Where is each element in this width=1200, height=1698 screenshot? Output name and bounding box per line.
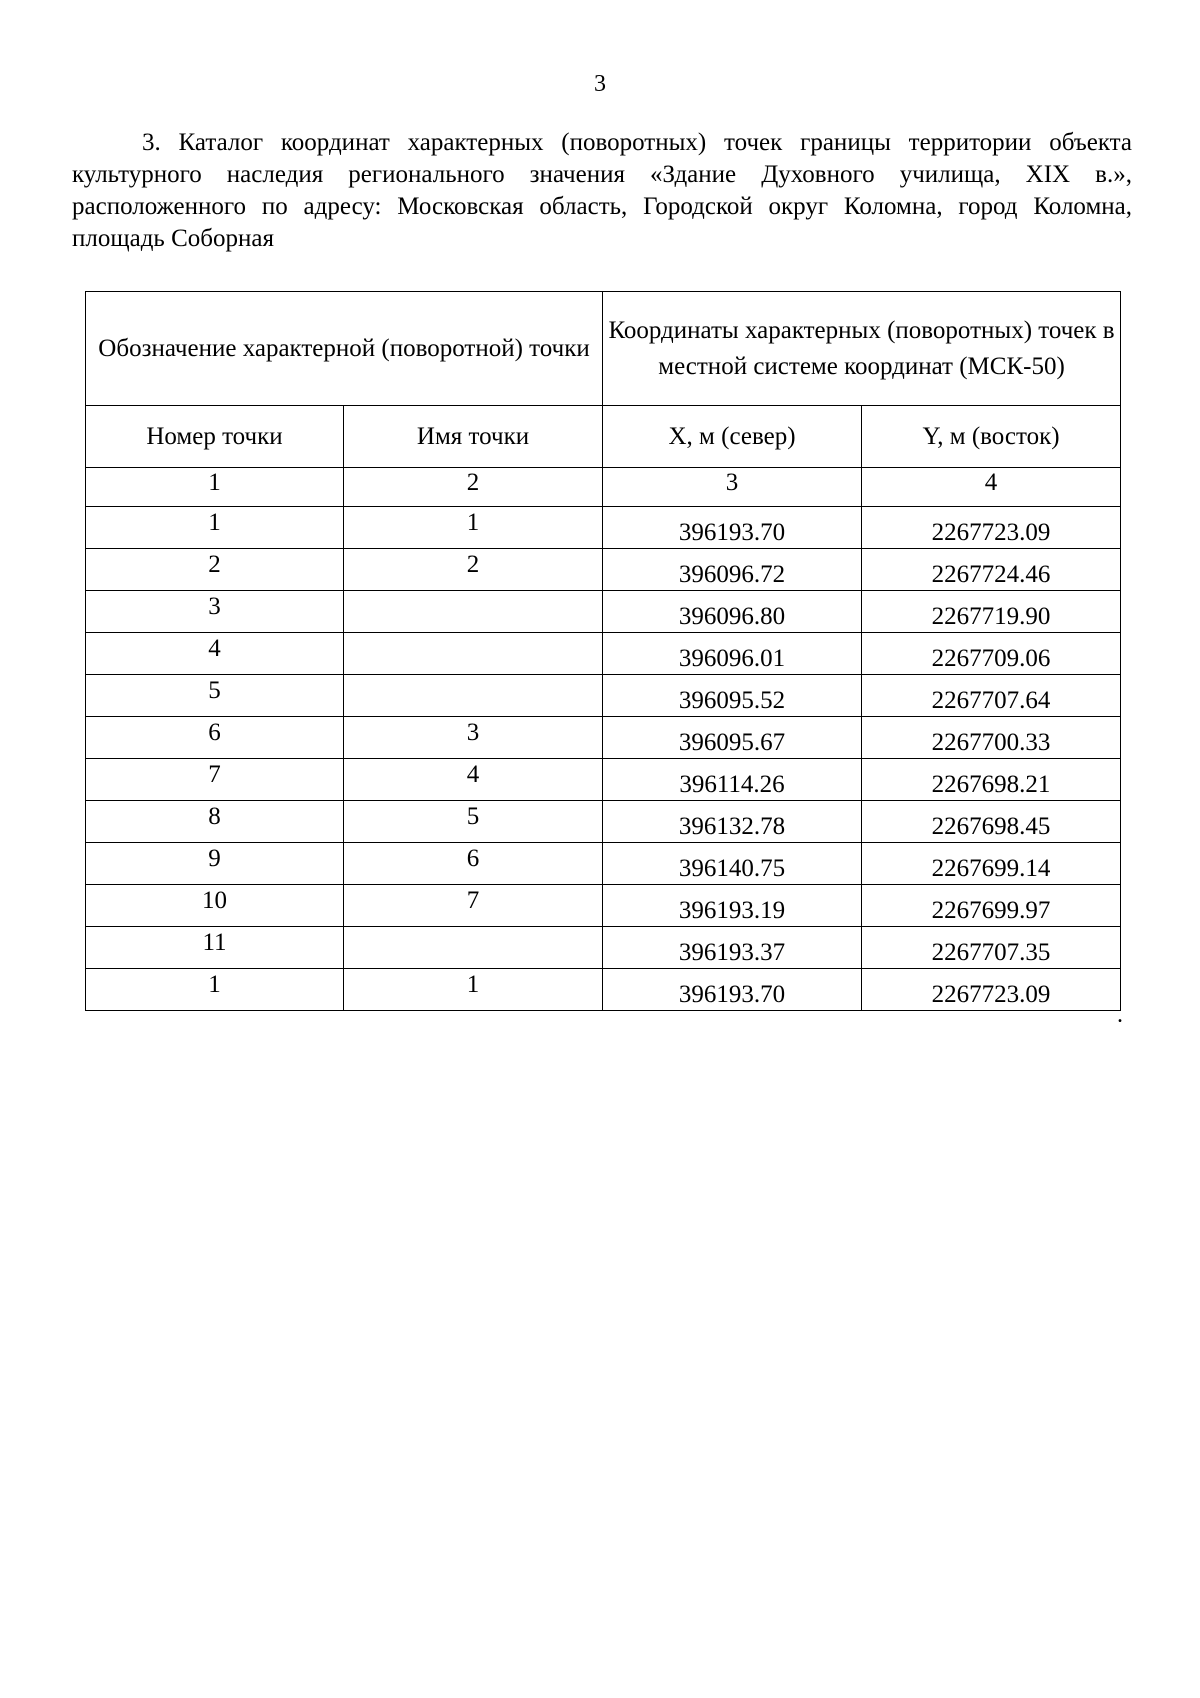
column-number: 4 (862, 468, 1121, 507)
cell-x: 396095.67 (603, 717, 862, 759)
table-row (86, 885, 1121, 927)
cell-point-name: 5 (344, 801, 603, 843)
cell-x: 396193.70 (603, 507, 862, 549)
cell-y: 2267699.97 (862, 885, 1121, 927)
cell-point-number: 9 (86, 843, 344, 885)
column-number: 2 (344, 468, 603, 507)
cell-y: 2267698.45 (862, 801, 1121, 843)
cell-x: 396132.78 (603, 801, 862, 843)
cell-point-name (344, 675, 603, 717)
cell-x: 396096.01 (603, 633, 862, 675)
table-row (86, 969, 1121, 1011)
cell-point-number: 7 (86, 759, 344, 801)
intro-paragraph: 3. Каталог координат характерных (поворотных) точек границы территории объекта культурного наследия регионального значения «Здание Духовного училища, XIX в.», расположенного по адресу: Московская область, Городской округ Коломна, город Коломна, площадь Соборная (72, 129, 1132, 252)
column-header-x: X, м (север) (603, 406, 862, 468)
cell-x: 396193.37 (603, 927, 862, 969)
group-header-coordinates: Координаты характерных (поворотных) точек в местной системе координат (МСК-50) (603, 292, 1121, 406)
column-header-y: Y, м (восток) (862, 406, 1121, 468)
cell-point-number: 8 (86, 801, 344, 843)
cell-point-name: 1 (344, 507, 603, 549)
cell-x: 396193.70 (603, 969, 862, 1011)
cell-point-number: 6 (86, 717, 344, 759)
cell-point-name (344, 591, 603, 633)
group-header-row (86, 292, 1121, 406)
table-row (86, 591, 1121, 633)
column-header-point-name: Имя точки (344, 406, 603, 468)
table-row (86, 507, 1121, 549)
cell-x: 396193.19 (603, 885, 862, 927)
cell-point-number: 3 (86, 591, 344, 633)
column-header-point-number: Номер точки (86, 406, 344, 468)
cell-y: 2267724.46 (862, 549, 1121, 591)
cell-x: 396096.80 (603, 591, 862, 633)
table-row (86, 927, 1121, 969)
column-number: 1 (86, 468, 344, 507)
cell-point-name (344, 927, 603, 969)
cell-y: 2267698.21 (862, 759, 1121, 801)
cell-point-name: 4 (344, 759, 603, 801)
column-number: 3 (603, 468, 862, 507)
column-header-row (86, 406, 1121, 468)
cell-point-name: 6 (344, 843, 603, 885)
cell-y: 2267719.90 (862, 591, 1121, 633)
table-row (86, 759, 1121, 801)
table-row (86, 717, 1121, 759)
cell-point-number: 5 (86, 675, 344, 717)
cell-y: 2267723.09 (862, 507, 1121, 549)
cell-y: 2267700.33 (862, 717, 1121, 759)
cell-x: 396140.75 (603, 843, 862, 885)
cell-y: 2267699.14 (862, 843, 1121, 885)
cell-point-name: 2 (344, 549, 603, 591)
table-row (86, 549, 1121, 591)
table-row (86, 801, 1121, 843)
cell-point-number: 4 (86, 633, 344, 675)
table-row (86, 675, 1121, 717)
cell-x: 396114.26 (603, 759, 862, 801)
cell-point-name: 7 (344, 885, 603, 927)
trailing-mark: . (1117, 1002, 1123, 1028)
cell-point-name: 3 (344, 717, 603, 759)
cell-point-name (344, 633, 603, 675)
cell-point-number: 10 (86, 885, 344, 927)
cell-x: 396096.72 (603, 549, 862, 591)
cell-y: 2267723.09 (862, 969, 1121, 1011)
cell-x: 396095.52 (603, 675, 862, 717)
table-row (86, 843, 1121, 885)
coordinates-table (85, 291, 1121, 1011)
cell-point-number: 2 (86, 549, 344, 591)
cell-point-number: 11 (86, 927, 344, 969)
column-number-row (86, 468, 1121, 507)
cell-point-number: 1 (86, 507, 344, 549)
page-number: 3 (594, 71, 606, 97)
cell-y: 2267709.06 (862, 633, 1121, 675)
cell-y: 2267707.35 (862, 927, 1121, 969)
table-row (86, 633, 1121, 675)
cell-y: 2267707.64 (862, 675, 1121, 717)
group-header-designation: Обозначение характерной (поворотной) точки (86, 292, 603, 406)
cell-point-name: 1 (344, 969, 603, 1011)
cell-point-number: 1 (86, 969, 344, 1011)
